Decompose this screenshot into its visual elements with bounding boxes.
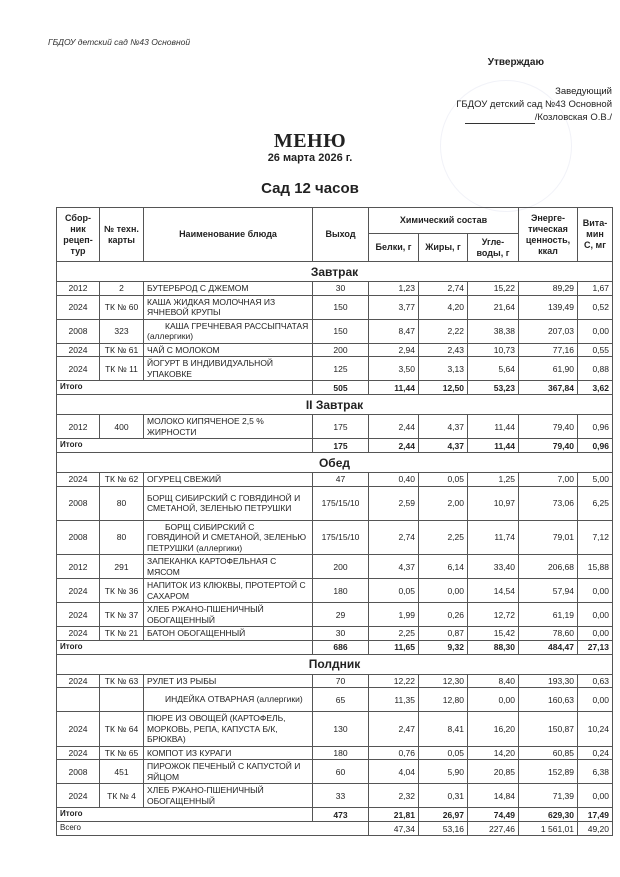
menu-table-body bbox=[57, 262, 613, 836]
cell-vitamin: 6,25 bbox=[578, 486, 613, 520]
cell-vitamin: 10,24 bbox=[578, 712, 613, 747]
cell-carbs: 10,97 bbox=[468, 486, 519, 520]
cell-proteins: 2,74 bbox=[369, 520, 419, 555]
cell-energy: 206,68 bbox=[519, 555, 578, 579]
total-proteins: 21,81 bbox=[369, 808, 419, 822]
header-tech-card: № техн. карты bbox=[100, 208, 144, 262]
header-carbs: Угле-воды, г bbox=[468, 234, 519, 262]
cell-proteins: 2,59 bbox=[369, 486, 419, 520]
cell-dish-name: ХЛЕБ РЖАНО-ПШЕНИЧНЫЙ ОБОГАЩЕННЫЙ bbox=[144, 784, 313, 808]
approval-position: Заведующий bbox=[555, 86, 612, 97]
total-fats: 26,97 bbox=[419, 808, 468, 822]
cell-dish-name: ЗАПЕКАНКА КАРТОФЕЛЬНАЯ С МЯСОМ bbox=[144, 555, 313, 579]
cell-collection: 2024 bbox=[57, 343, 100, 357]
total-label: Итого bbox=[57, 381, 313, 395]
approval-signature bbox=[456, 111, 612, 124]
table-row bbox=[57, 579, 613, 603]
cell-proteins: 4,37 bbox=[369, 555, 419, 579]
cell-carbs: 14,54 bbox=[468, 579, 519, 603]
total-energy: 367,84 bbox=[519, 381, 578, 395]
total-carbs: 53,23 bbox=[468, 381, 519, 395]
cell-energy: 89,29 bbox=[519, 282, 578, 296]
cell-proteins: 3,77 bbox=[369, 295, 419, 319]
cell-carbs: 20,85 bbox=[468, 760, 519, 784]
cell-dish-name: БУТЕРБРОД С ДЖЕМОМ bbox=[144, 282, 313, 296]
header-collection: Сбор-ник рецеп-тур bbox=[57, 208, 100, 262]
cell-fats: 3,13 bbox=[419, 357, 468, 381]
cell-fats: 2,43 bbox=[419, 343, 468, 357]
total-carbs: 11,44 bbox=[468, 439, 519, 453]
cell-tech-card: ТК № 60 bbox=[100, 295, 144, 319]
total-label: Итого bbox=[57, 640, 313, 654]
section-row bbox=[57, 654, 613, 674]
cell-proteins: 1,99 bbox=[369, 603, 419, 627]
total-vitamin: 27,13 bbox=[578, 640, 613, 654]
total-fats: 9,32 bbox=[419, 640, 468, 654]
cell-energy: 61,90 bbox=[519, 357, 578, 381]
grand-total-vitamin: 49,20 bbox=[578, 822, 613, 836]
cell-energy: 79,01 bbox=[519, 520, 578, 555]
cell-energy: 139,49 bbox=[519, 295, 578, 319]
total-energy: 79,40 bbox=[519, 439, 578, 453]
cell-carbs: 15,22 bbox=[468, 282, 519, 296]
cell-vitamin: 0,00 bbox=[578, 627, 613, 641]
cell-dish-name: КАША ГРЕЧНЕВАЯ РАССЫПЧАТАЯ (аллергики) bbox=[144, 319, 313, 343]
cell-vitamin: 1,67 bbox=[578, 282, 613, 296]
cell-fats: 0,31 bbox=[419, 784, 468, 808]
total-output: 473 bbox=[313, 808, 369, 822]
total-carbs: 74,49 bbox=[468, 808, 519, 822]
cell-tech-card: 400 bbox=[100, 415, 144, 439]
cell-carbs: 38,38 bbox=[468, 319, 519, 343]
cell-energy: 77,16 bbox=[519, 343, 578, 357]
menu-table bbox=[56, 207, 613, 836]
signature-name: /Козловская О.В./ bbox=[534, 112, 612, 123]
table-row bbox=[57, 415, 613, 439]
cell-output: 30 bbox=[313, 627, 369, 641]
table-row bbox=[57, 343, 613, 357]
cell-output: 30 bbox=[313, 282, 369, 296]
total-fats: 4,37 bbox=[419, 439, 468, 453]
section-row bbox=[57, 262, 613, 282]
cell-proteins: 4,04 bbox=[369, 760, 419, 784]
cell-carbs: 14,84 bbox=[468, 784, 519, 808]
cell-tech-card: 291 bbox=[100, 555, 144, 579]
cell-output: 65 bbox=[313, 688, 369, 712]
cell-carbs: 1,25 bbox=[468, 473, 519, 487]
total-output: 175 bbox=[313, 439, 369, 453]
cell-energy: 150,87 bbox=[519, 712, 578, 747]
table-row bbox=[57, 760, 613, 784]
cell-fats: 0,26 bbox=[419, 603, 468, 627]
section-row bbox=[57, 453, 613, 473]
cell-collection: 2008 bbox=[57, 520, 100, 555]
header-output: Выход bbox=[313, 208, 369, 262]
cell-tech-card: 80 bbox=[100, 520, 144, 555]
cell-tech-card: ТК № 62 bbox=[100, 473, 144, 487]
cell-dish-name: КАША ЖИДКАЯ МОЛОЧНАЯ ИЗ ЯЧНЕВОЙ КРУПЫ bbox=[144, 295, 313, 319]
cell-proteins: 8,47 bbox=[369, 319, 419, 343]
total-row bbox=[57, 808, 613, 822]
table-row bbox=[57, 473, 613, 487]
table-row bbox=[57, 282, 613, 296]
cell-energy: 78,60 bbox=[519, 627, 578, 641]
cell-vitamin: 0,00 bbox=[578, 784, 613, 808]
total-proteins: 2,44 bbox=[369, 439, 419, 453]
cell-tech-card bbox=[100, 688, 144, 712]
cell-tech-card: 323 bbox=[100, 319, 144, 343]
total-vitamin: 0,96 bbox=[578, 439, 613, 453]
cell-collection: 2008 bbox=[57, 319, 100, 343]
cell-dish-name: ХЛЕБ РЖАНО-ПШЕНИЧНЫЙ ОБОГАЩЕННЫЙ bbox=[144, 603, 313, 627]
cell-vitamin: 0,96 bbox=[578, 415, 613, 439]
organization-name: ГБДОУ детский сад №43 Основной bbox=[48, 37, 191, 47]
approval-block bbox=[456, 56, 612, 124]
cell-proteins: 2,47 bbox=[369, 712, 419, 747]
cell-tech-card: 80 bbox=[100, 486, 144, 520]
cell-vitamin: 0,00 bbox=[578, 688, 613, 712]
section-title: II Завтрак bbox=[57, 395, 613, 415]
cell-proteins: 0,40 bbox=[369, 473, 419, 487]
cell-output: 150 bbox=[313, 295, 369, 319]
cell-collection bbox=[57, 688, 100, 712]
table-row bbox=[57, 319, 613, 343]
cell-dish-name: РУЛЕТ ИЗ РЫБЫ bbox=[144, 674, 313, 688]
header-dish-name: Наименование блюда bbox=[144, 208, 313, 262]
header-energy: Энерге-тическая ценность, ккал bbox=[519, 208, 578, 262]
cell-carbs: 16,20 bbox=[468, 712, 519, 747]
cell-dish-name: ОГУРЕЦ СВЕЖИЙ bbox=[144, 473, 313, 487]
cell-energy: 207,03 bbox=[519, 319, 578, 343]
cell-vitamin: 0,00 bbox=[578, 319, 613, 343]
cell-proteins: 0,05 bbox=[369, 579, 419, 603]
total-proteins: 11,65 bbox=[369, 640, 419, 654]
total-proteins: 11,44 bbox=[369, 381, 419, 395]
cell-vitamin: 5,00 bbox=[578, 473, 613, 487]
cell-energy: 152,89 bbox=[519, 760, 578, 784]
menu-date: 26 марта 2026 г. bbox=[267, 152, 353, 164]
cell-collection: 2024 bbox=[57, 603, 100, 627]
cell-dish-name: ИНДЕЙКА ОТВАРНАЯ (аллергики) bbox=[144, 688, 313, 712]
cell-proteins: 2,32 bbox=[369, 784, 419, 808]
group-title: Сад 12 часов bbox=[261, 180, 359, 197]
cell-collection: 2024 bbox=[57, 627, 100, 641]
cell-collection: 2024 bbox=[57, 712, 100, 747]
table-row bbox=[57, 486, 613, 520]
cell-energy: 79,40 bbox=[519, 415, 578, 439]
header-fats: Жиры, г bbox=[419, 234, 468, 262]
cell-output: 70 bbox=[313, 674, 369, 688]
cell-proteins: 3,50 bbox=[369, 357, 419, 381]
cell-fats: 6,14 bbox=[419, 555, 468, 579]
total-output: 505 bbox=[313, 381, 369, 395]
cell-fats: 0,00 bbox=[419, 579, 468, 603]
total-vitamin: 3,62 bbox=[578, 381, 613, 395]
cell-vitamin: 0,63 bbox=[578, 674, 613, 688]
total-carbs: 88,30 bbox=[468, 640, 519, 654]
section-title: Обед bbox=[57, 453, 613, 473]
cell-fats: 0,05 bbox=[419, 473, 468, 487]
total-label: Итого bbox=[57, 808, 313, 822]
table-row bbox=[57, 688, 613, 712]
cell-carbs: 14,20 bbox=[468, 746, 519, 760]
total-fats: 12,50 bbox=[419, 381, 468, 395]
table-row bbox=[57, 555, 613, 579]
signature-line bbox=[465, 114, 535, 124]
cell-vitamin: 0,24 bbox=[578, 746, 613, 760]
cell-fats: 4,20 bbox=[419, 295, 468, 319]
cell-proteins: 0,76 bbox=[369, 746, 419, 760]
table-row bbox=[57, 674, 613, 688]
cell-output: 125 bbox=[313, 357, 369, 381]
cell-carbs: 0,00 bbox=[468, 688, 519, 712]
cell-proteins: 2,44 bbox=[369, 415, 419, 439]
menu-title: МЕНЮ bbox=[273, 130, 347, 152]
cell-carbs: 11,74 bbox=[468, 520, 519, 555]
cell-fats: 12,30 bbox=[419, 674, 468, 688]
cell-dish-name: МОЛОКО КИПЯЧЕНОЕ 2,5 % ЖИРНОСТИ bbox=[144, 415, 313, 439]
cell-energy: 61,19 bbox=[519, 603, 578, 627]
cell-fats: 2,25 bbox=[419, 520, 468, 555]
cell-energy: 71,39 bbox=[519, 784, 578, 808]
cell-collection: 2012 bbox=[57, 282, 100, 296]
cell-vitamin: 15,88 bbox=[578, 555, 613, 579]
cell-tech-card: ТК № 4 bbox=[100, 784, 144, 808]
cell-fats: 12,80 bbox=[419, 688, 468, 712]
cell-fats: 0,05 bbox=[419, 746, 468, 760]
cell-tech-card: ТК № 21 bbox=[100, 627, 144, 641]
grand-total-label: Всего bbox=[57, 822, 369, 836]
cell-collection: 2008 bbox=[57, 760, 100, 784]
cell-proteins: 11,35 bbox=[369, 688, 419, 712]
cell-tech-card: 2 bbox=[100, 282, 144, 296]
cell-energy: 193,30 bbox=[519, 674, 578, 688]
table-row bbox=[57, 627, 613, 641]
cell-output: 175/15/10 bbox=[313, 486, 369, 520]
total-row bbox=[57, 640, 613, 654]
cell-output: 150 bbox=[313, 319, 369, 343]
table-row bbox=[57, 295, 613, 319]
cell-dish-name: БАТОН ОБОГАЩЕННЫЙ bbox=[144, 627, 313, 641]
cell-collection: 2024 bbox=[57, 295, 100, 319]
cell-dish-name: ЙОГУРТ В ИНДИВИДУАЛЬНОЙ УПАКОВКЕ bbox=[144, 357, 313, 381]
cell-dish-name: ПИРОЖОК ПЕЧЕНЫЙ С КАПУСТОЙ И ЯЙЦОМ bbox=[144, 760, 313, 784]
cell-collection: 2024 bbox=[57, 674, 100, 688]
cell-dish-name: КОМПОТ ИЗ КУРАГИ bbox=[144, 746, 313, 760]
grand-total-carbs: 227,46 bbox=[468, 822, 519, 836]
cell-vitamin: 6,38 bbox=[578, 760, 613, 784]
cell-output: 130 bbox=[313, 712, 369, 747]
cell-carbs: 5,64 bbox=[468, 357, 519, 381]
cell-carbs: 8,40 bbox=[468, 674, 519, 688]
cell-energy: 160,63 bbox=[519, 688, 578, 712]
cell-output: 33 bbox=[313, 784, 369, 808]
total-vitamin: 17,49 bbox=[578, 808, 613, 822]
table-row bbox=[57, 784, 613, 808]
cell-dish-name: НАПИТОК ИЗ КЛЮКВЫ, ПРОТЕРТОЙ С САХАРОМ bbox=[144, 579, 313, 603]
cell-fats: 2,74 bbox=[419, 282, 468, 296]
section-title: Полдник bbox=[57, 654, 613, 674]
cell-energy: 57,94 bbox=[519, 579, 578, 603]
cell-fats: 8,41 bbox=[419, 712, 468, 747]
cell-dish-name: БОРЩ СИБИРСКИЙ С ГОВЯДИНОЙ И СМЕТАНОЙ, ЗЕЛЕНЬЮ ПЕТРУШКИ bbox=[144, 486, 313, 520]
cell-energy: 73,06 bbox=[519, 486, 578, 520]
cell-collection: 2024 bbox=[57, 746, 100, 760]
cell-collection: 2012 bbox=[57, 555, 100, 579]
cell-carbs: 12,72 bbox=[468, 603, 519, 627]
cell-output: 47 bbox=[313, 473, 369, 487]
cell-collection: 2024 bbox=[57, 579, 100, 603]
cell-fats: 5,90 bbox=[419, 760, 468, 784]
cell-vitamin: 7,12 bbox=[578, 520, 613, 555]
cell-output: 180 bbox=[313, 579, 369, 603]
grand-total-fats: 53,16 bbox=[419, 822, 468, 836]
cell-energy: 7,00 bbox=[519, 473, 578, 487]
cell-proteins: 2,25 bbox=[369, 627, 419, 641]
cell-output: 200 bbox=[313, 343, 369, 357]
cell-collection: 2024 bbox=[57, 473, 100, 487]
grand-total-proteins: 47,34 bbox=[369, 822, 419, 836]
grand-total-energy: 1 561,01 bbox=[519, 822, 578, 836]
cell-vitamin: 0,55 bbox=[578, 343, 613, 357]
table-row bbox=[57, 603, 613, 627]
total-output: 686 bbox=[313, 640, 369, 654]
total-label: Итого bbox=[57, 439, 313, 453]
cell-fats: 4,37 bbox=[419, 415, 468, 439]
cell-output: 175/15/10 bbox=[313, 520, 369, 555]
total-row bbox=[57, 381, 613, 395]
header-chem: Химический состав bbox=[369, 208, 519, 234]
cell-vitamin: 0,52 bbox=[578, 295, 613, 319]
cell-proteins: 2,94 bbox=[369, 343, 419, 357]
cell-fats: 0,87 bbox=[419, 627, 468, 641]
cell-carbs: 21,64 bbox=[468, 295, 519, 319]
table-row bbox=[57, 357, 613, 381]
cell-tech-card: ТК № 36 bbox=[100, 579, 144, 603]
cell-tech-card: ТК № 37 bbox=[100, 603, 144, 627]
cell-output: 29 bbox=[313, 603, 369, 627]
cell-tech-card: ТК № 63 bbox=[100, 674, 144, 688]
cell-vitamin: 0,00 bbox=[578, 603, 613, 627]
header-vitamin: Вита-мин С, мг bbox=[578, 208, 613, 262]
cell-proteins: 12,22 bbox=[369, 674, 419, 688]
cell-tech-card: ТК № 61 bbox=[100, 343, 144, 357]
total-energy: 629,30 bbox=[519, 808, 578, 822]
cell-output: 60 bbox=[313, 760, 369, 784]
cell-carbs: 15,42 bbox=[468, 627, 519, 641]
cell-dish-name: БОРЩ СИБИРСКИЙ С ГОВЯДИНОЙ И СМЕТАНОЙ, ЗЕЛЕНЬЮ ПЕТРУШКИ (аллергики) bbox=[144, 520, 313, 555]
section-title: Завтрак bbox=[57, 262, 613, 282]
cell-vitamin: 0,88 bbox=[578, 357, 613, 381]
approval-organization: ГБДОУ детский сад №43 Основной bbox=[456, 99, 612, 110]
table-row bbox=[57, 712, 613, 747]
cell-collection: 2008 bbox=[57, 486, 100, 520]
cell-collection: 2012 bbox=[57, 415, 100, 439]
section-row bbox=[57, 395, 613, 415]
cell-carbs: 33,40 bbox=[468, 555, 519, 579]
approval-title: Утверждаю bbox=[487, 57, 544, 68]
total-energy: 484,47 bbox=[519, 640, 578, 654]
cell-output: 200 bbox=[313, 555, 369, 579]
cell-dish-name: ПЮРЕ ИЗ ОВОЩЕЙ (КАРТОФЕЛЬ, МОРКОВЬ, РЕПА, КАПУСТА Б/К, БРЮКВА) bbox=[144, 712, 313, 747]
cell-collection: 2024 bbox=[57, 357, 100, 381]
cell-collection: 2024 bbox=[57, 784, 100, 808]
cell-output: 175 bbox=[313, 415, 369, 439]
cell-carbs: 11,44 bbox=[468, 415, 519, 439]
cell-tech-card: 451 bbox=[100, 760, 144, 784]
cell-proteins: 1,23 bbox=[369, 282, 419, 296]
cell-vitamin: 0,00 bbox=[578, 579, 613, 603]
grand-total-row bbox=[57, 822, 613, 836]
header-proteins: Белки, г bbox=[369, 234, 419, 262]
cell-tech-card: ТК № 65 bbox=[100, 746, 144, 760]
cell-fats: 2,00 bbox=[419, 486, 468, 520]
cell-energy: 60,85 bbox=[519, 746, 578, 760]
cell-tech-card: ТК № 64 bbox=[100, 712, 144, 747]
table-row bbox=[57, 746, 613, 760]
cell-tech-card: ТК № 11 bbox=[100, 357, 144, 381]
cell-carbs: 10,73 bbox=[468, 343, 519, 357]
total-row bbox=[57, 439, 613, 453]
cell-fats: 2,22 bbox=[419, 319, 468, 343]
cell-dish-name: ЧАЙ С МОЛОКОМ bbox=[144, 343, 313, 357]
table-row bbox=[57, 520, 613, 555]
cell-output: 180 bbox=[313, 746, 369, 760]
